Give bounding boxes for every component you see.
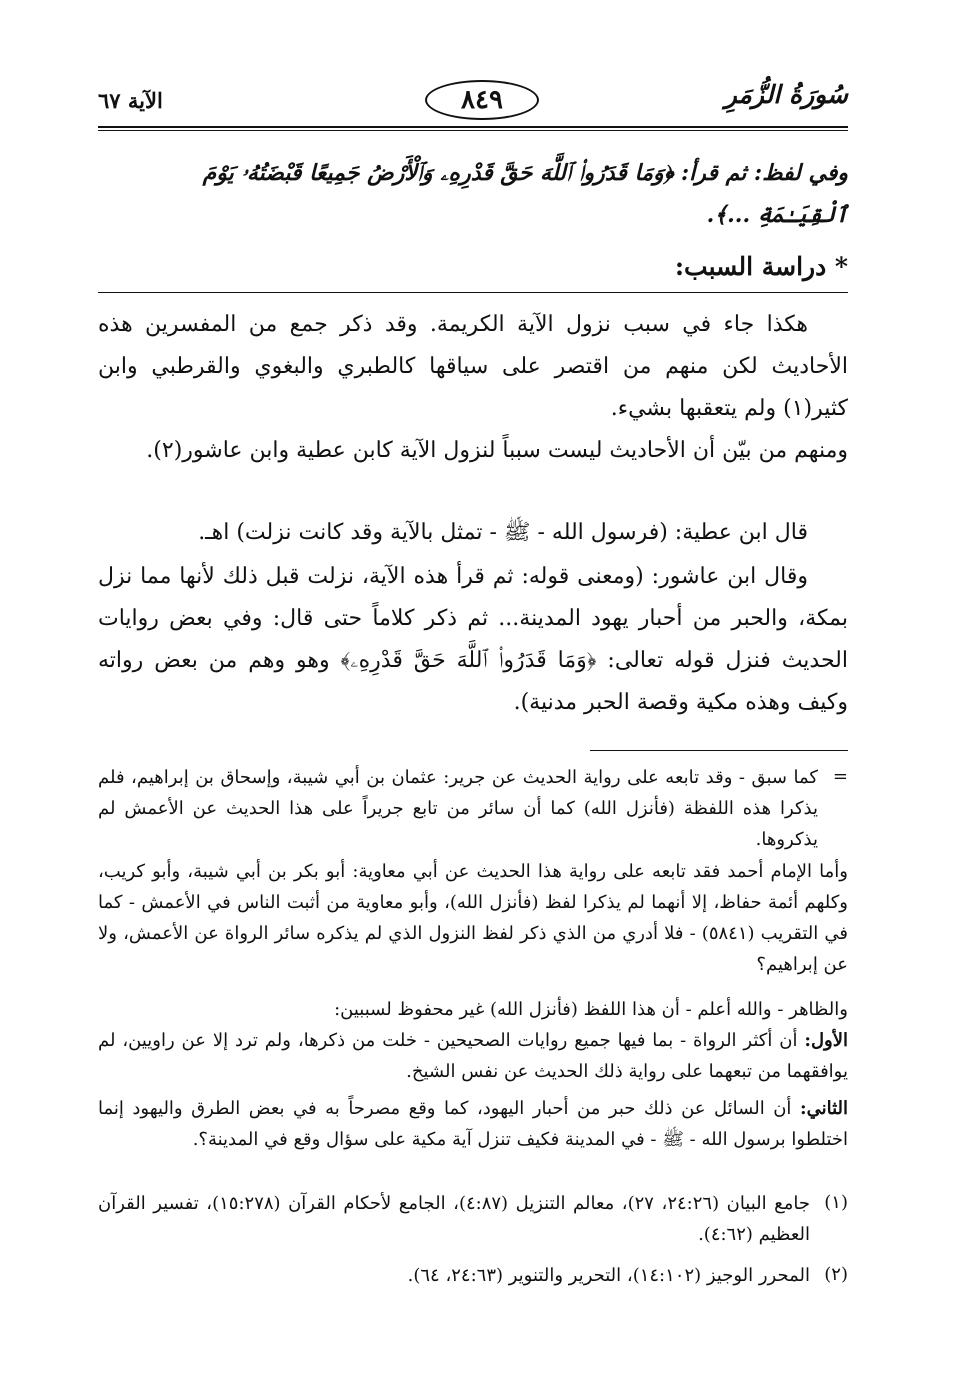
paragraph-1: هكذا جاء في سبب نزول الآية الكريمة. وقد ذكر جمع من المفسرين هذه الأحاديث لكن منهم من اقتصر على سياقها كالطبري والبغوي والقرطبي وابن كثير(١) ولم يتعقبها بشيء. bbox=[98, 312, 848, 421]
paragraph-4: وقال ابن عاشور: (ومعنى قوله: ثم قرأ هذه الآية، نزلت قبل ذلك لأنها مما نزل بمكة، والحبر من أحبار يهود المدينة... ثم ذكر كلاماً حتى قال: وفي بعض روايات الحديث فنزل قوله تعالى: ﴿وَمَا قَدَرُوا۟ ٱللَّهَ حَقَّ قَدْرِهِۦ﴾ وهو وهم من بعض رواته وكيف وهذه مكية وقصة الحبر مدنية). bbox=[98, 564, 848, 715]
footnote-continuation-1: كما سبق - وقد تابعه على رواية الحديث عن جرير: عثمان بن أبي شيبة، وإسحاق بن إبراهيم، فلم يذكرا هذه اللفظة (فأنزل الله) كما أن سائر من تابع جريراً على هذا الحديث عن الأعمش لم يذكروها. bbox=[98, 767, 818, 850]
heading-underline bbox=[98, 292, 848, 293]
footnote-reason-2 bbox=[98, 1093, 848, 1155]
intro-line-1: وفي لفظ: ثم قرأ: ﴿وَمَا قَدَرُوا۟ ٱللَّهَ حَقَّ قَدْرِهِۦ وَٱلْأَرْضُ جَمِيعًا قَبْضَتُهُۥ يَوْمَ bbox=[202, 160, 848, 186]
paragraph-3: قال ابن عطية: (فرسول الله - ﷺ - تمثل بالآية وقد كانت نزلت) اهـ. bbox=[198, 520, 808, 545]
header-rule-thin bbox=[98, 130, 848, 131]
footnote-separator bbox=[590, 750, 848, 751]
footnote-text-2: المحرر الوجيز (١٤:١٠٢)، التحرير والتنوير (٢٤:٦٣، ٦٤). bbox=[407, 1265, 810, 1286]
verse-label: الآية ٦٧ bbox=[98, 88, 163, 113]
reason-two-text: أن السائل عن ذلك حبر من أحبار اليهود، كما وقع مصرحاً به في بعض الطرق واليهود إنما اختلطوا برسول الله - ﷺ - في المدينة فكيف تنزل آية مكية على سؤال وقع في المدينة؟. bbox=[98, 1098, 848, 1150]
footnote-number-1: (١) bbox=[824, 1192, 848, 1213]
paragraph-2: ومنهم من بيّن أن الأحاديث ليست سبباً لنزول الآية كابن عطية وابن عاشور(٢). bbox=[146, 438, 848, 463]
continuation-marker: = bbox=[832, 766, 848, 787]
reason-two-label: الثاني: bbox=[799, 1098, 848, 1119]
footnote-reason-1 bbox=[98, 1025, 848, 1087]
footnote-text-1: جامع البيان (٢٤:٢٦، ٢٧)، معالم التنزيل (٤:٨٧)، الجامع لأحكام القرآن (١٥:٢٧٨)، تفسير القرآن العظيم (٤:٦٢). bbox=[98, 1193, 810, 1245]
page-number: ٨٤٩ bbox=[425, 80, 539, 120]
footnote-continuation-3: والظاهر - والله أعلم - أن هذا اللفظ (فأنزل الله) غير محفوظ لسببين: bbox=[334, 999, 848, 1020]
intro-line-2: ٱلْقِيَـٰمَةِ ...﴾. bbox=[706, 202, 848, 228]
reason-one-label: الأول: bbox=[804, 1030, 848, 1051]
footnote-continuation-2: وأما الإمام أحمد فقد تابعه على رواية هذا الحديث عن أبي معاوية: أبو بكر بن أبي شيبة، وأبو كريب، وكلهم أئمة حفاظ، إلا أنهما لم يذكرا لفظ (فأنزل الله)، وأبو معاوية من أثبت الناس في الأعمش - كما في التقريب (٥٨٤١) - فلا أدري من الذي ذكر لفظ النزول الذي لم يذكره سائر الرواة عن الأعمش، ولا عن إبراهيم؟ bbox=[98, 861, 849, 975]
surah-title: سُورَةُ الزُّمَرِ bbox=[724, 80, 848, 109]
reason-one-text: أن أكثر الرواة - بما فيها جميع روايات الصحيحين - خلت من ذكرها، ولم ترد إلا عن راويين، لم يوافقهما من تبعهما على رواية ذلك الحديث عن نفس الشيخ. bbox=[98, 1030, 848, 1082]
header-rule bbox=[98, 126, 848, 128]
footnote-number-2: (٢) bbox=[824, 1264, 848, 1285]
section-heading: * دراسة السبب: bbox=[674, 252, 848, 281]
